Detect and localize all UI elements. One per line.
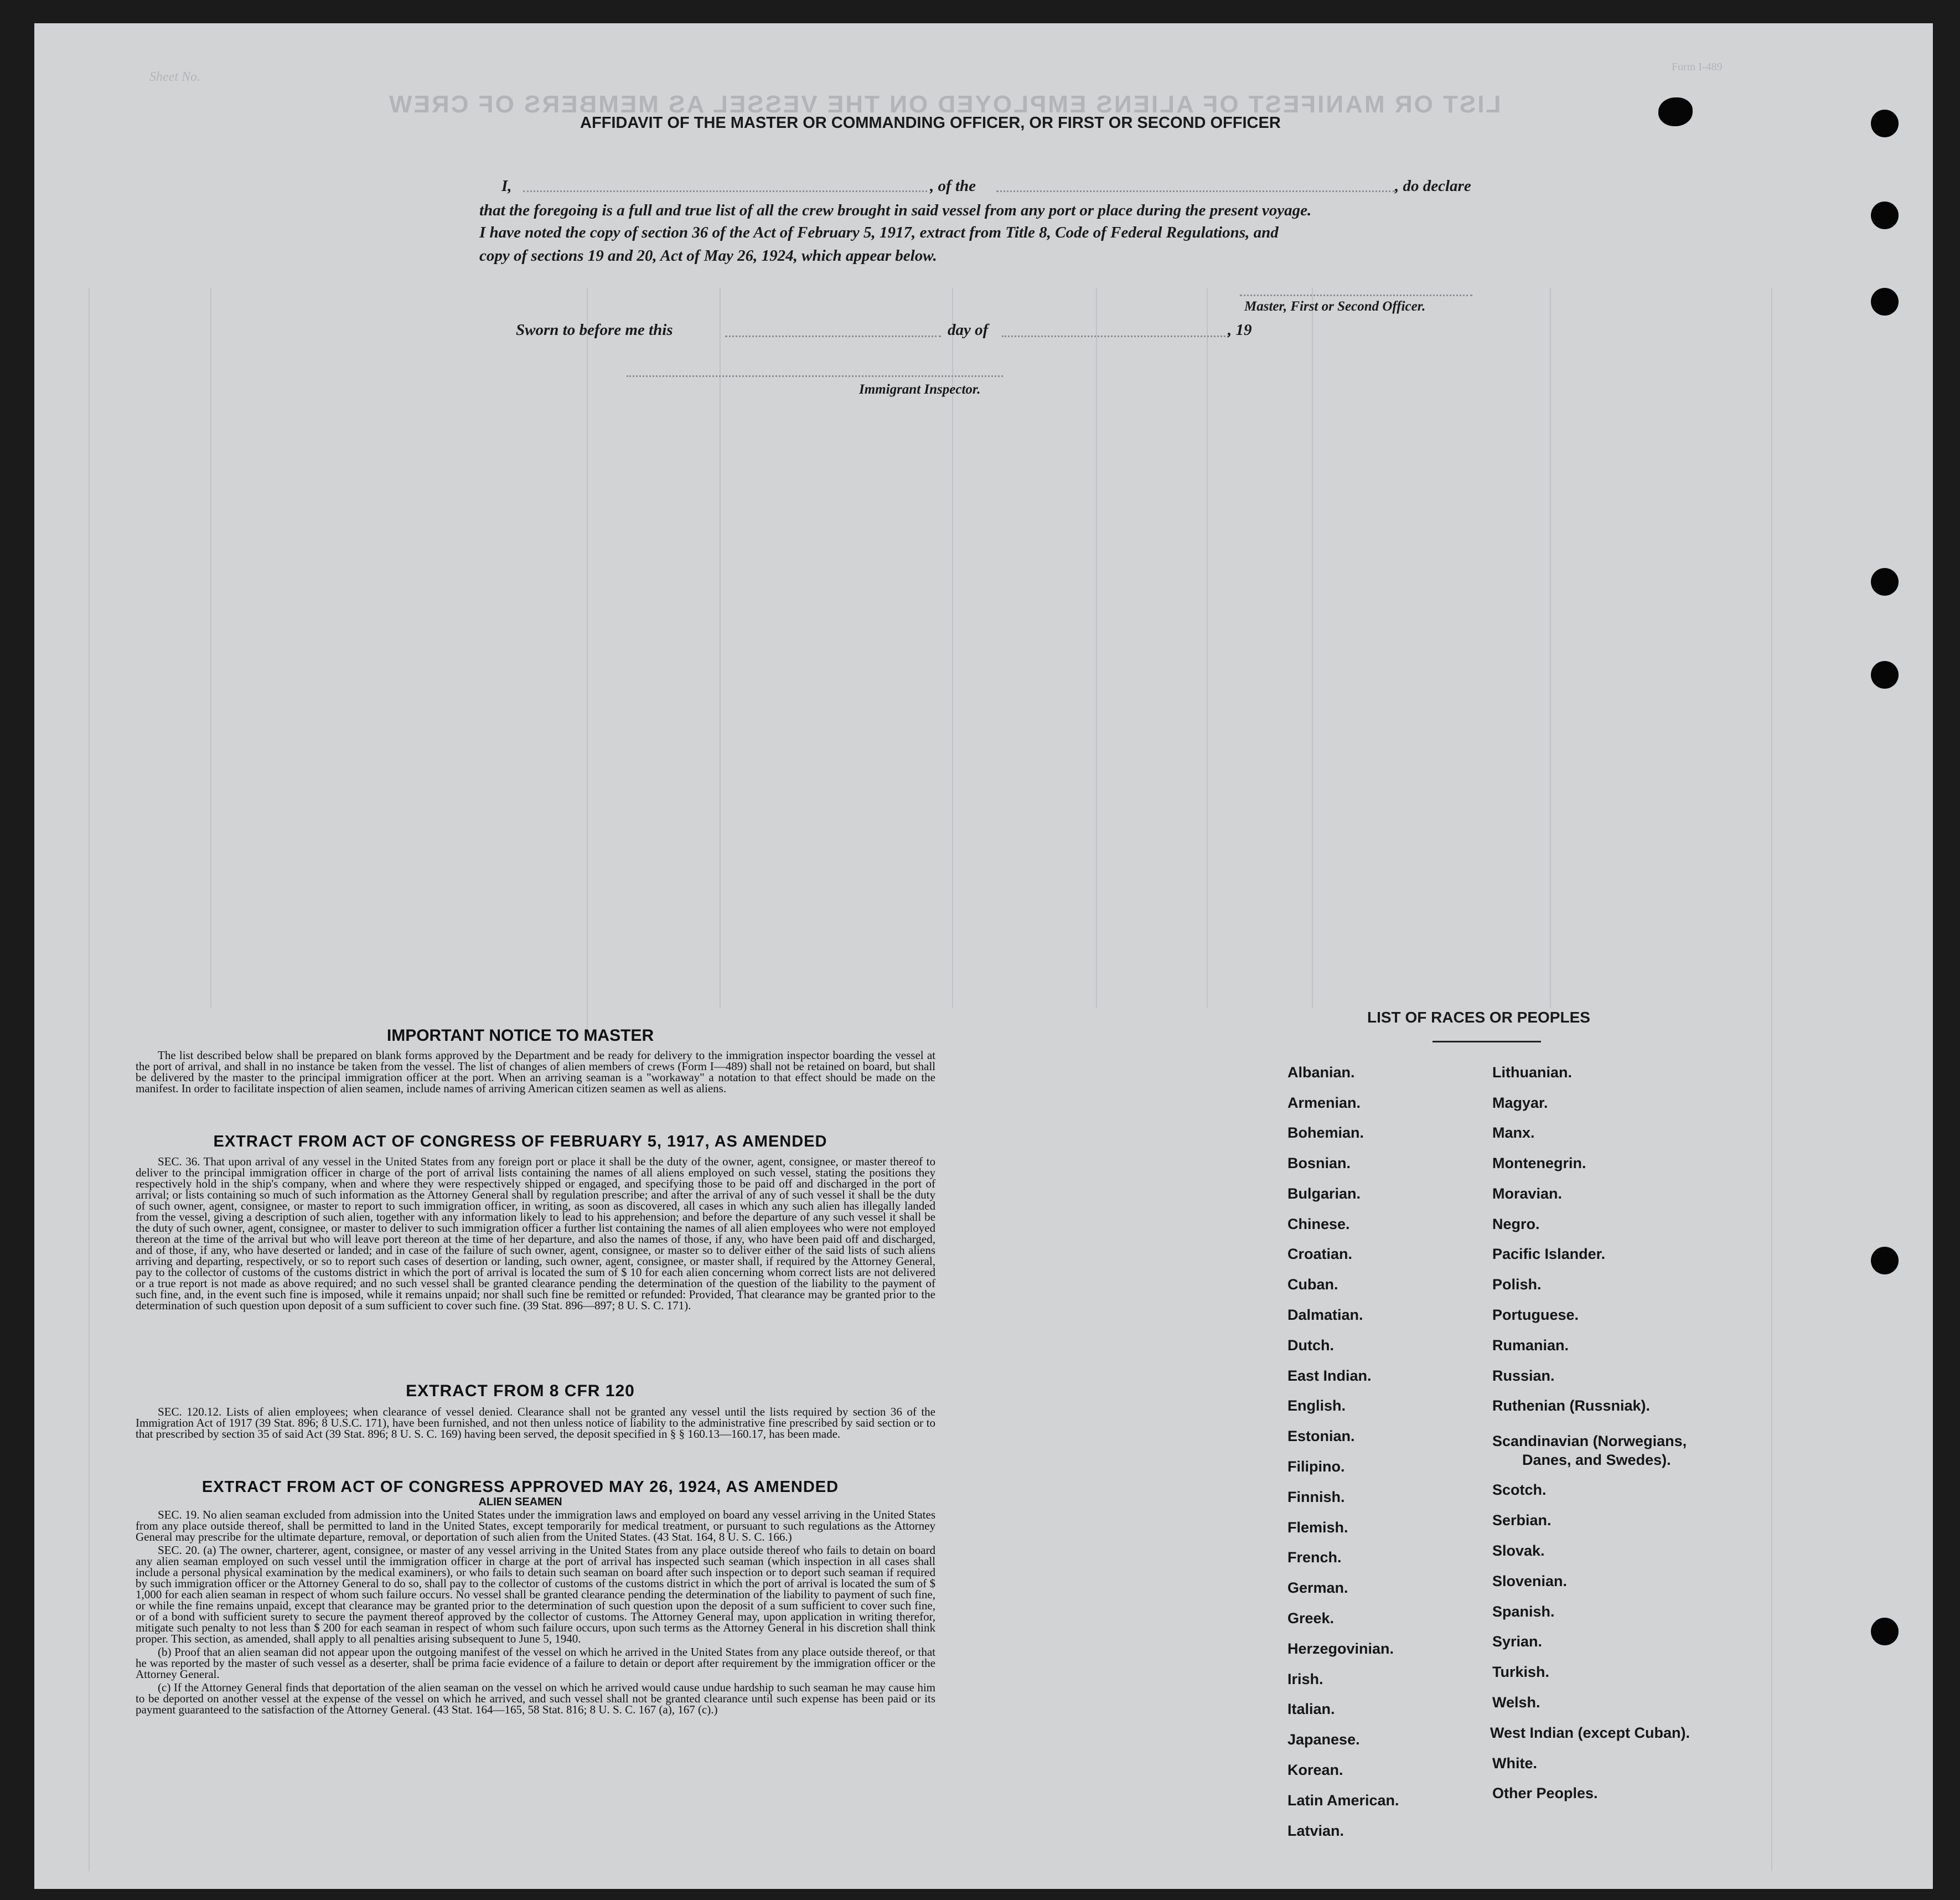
race-item: Magyar. (1492, 1094, 1548, 1111)
punch-hole (1871, 568, 1899, 596)
race-item: Danes, and Swedes). (1522, 1452, 1671, 1468)
mirrored-manifest-title: LIST OR MANIFEST OF ALIENS EMPLOYED ON THE VESSEL AS MEMBERS OF CREW (387, 91, 1501, 118)
race-item: Estonian. (1287, 1428, 1355, 1444)
race-item: Cuban. (1287, 1276, 1338, 1293)
sworn-day-blank (725, 335, 941, 337)
extract-1924-sec20b: (b) Proof that an alien seaman did not appear upon the outgoing manifest of the vessel on which he arrived in the United States from any place outside thereof, or that he was reported by the master of such vessel as a deserter, shall be prima facie evidence of a failure to detain or deport after requirement by the immigration officer or the Attorney General. (136, 1645, 935, 1681)
extract-cfr-title: EXTRACT FROM 8 CFR 120 (406, 1382, 635, 1400)
race-item: Irish. (1287, 1671, 1323, 1687)
extract-1924-title: EXTRACT FROM ACT OF CONGRESS APPROVED MAY 26, 1924, AS AMENDED (201, 1478, 839, 1496)
affidavit-line-4: copy of sections 19 and 20, Act of May 26, 1924, which appear below. (479, 247, 937, 265)
race-item: Polish. (1492, 1276, 1542, 1293)
race-item: Lithuanian. (1492, 1064, 1572, 1081)
punch-hole (1871, 1618, 1899, 1645)
race-item: Latvian. (1287, 1822, 1344, 1839)
notice-block (136, 1050, 935, 1096)
affidavit-i-label: I, (501, 177, 512, 195)
notice-body: The list described below shall be prepared on blank forms approved by the Department and be ready for delivery to the immigration inspector boarding the vessel at the port of arrival, and shall in no instance be taken from the vessel. The list of changes of alien members of crews (Form I—489) shall not be retained on board, but shall be delivered by the master to the principal immigration officer at the port. When an arriving seaman is a "workaway" a notation to that effect should be made on the manifest. In order to facilitate inspection of alien seamen, include names of arriving American citizen seamen as well as aliens. (136, 1049, 935, 1095)
affidavit-line-3: I have noted the copy of section 36 of the Act of February 5, 1917, extract from Title 8, Code of Federal Regulations, and (479, 224, 1279, 241)
manifest-column-rule (1096, 288, 1097, 1008)
race-item: Russian. (1492, 1367, 1555, 1384)
race-item: Korean. (1287, 1762, 1343, 1778)
race-item: Slovak. (1492, 1542, 1545, 1559)
sworn-month-blank (1002, 335, 1229, 337)
race-item: Manx. (1492, 1124, 1535, 1141)
race-item: Turkish. (1492, 1664, 1550, 1680)
manifest-column-rule (210, 288, 211, 1008)
manifest-column-rule (1771, 288, 1772, 1871)
race-item: Other Peoples. (1492, 1785, 1598, 1801)
race-item: Italian. (1287, 1701, 1335, 1717)
vessel-name-blank (996, 190, 1395, 192)
extract-1917-title: EXTRACT FROM ACT OF CONGRESS OF FEBRUARY 5, 1917, AS AMENDED (213, 1133, 828, 1150)
race-item: Japanese. (1287, 1731, 1360, 1748)
manifest-column-rule (1312, 288, 1313, 1008)
master-signature-caption: Master, First or Second Officer. (1244, 299, 1426, 314)
manifest-column-rule (587, 288, 588, 1030)
race-item: English. (1287, 1397, 1346, 1414)
ink-blot (1658, 97, 1693, 126)
affidavit-of-the-label: , of the (930, 177, 976, 195)
race-item: Finnish. (1287, 1489, 1345, 1505)
race-item: White. (1492, 1755, 1537, 1772)
races-title-underline (1432, 1041, 1541, 1042)
race-item: Negro. (1492, 1216, 1540, 1232)
sworn-label: Sworn to before me this (516, 321, 673, 339)
manifest-column-rule (720, 288, 721, 1008)
punch-hole (1871, 288, 1899, 316)
year-label: , 19 (1228, 321, 1252, 339)
race-item: Rumanian. (1492, 1337, 1569, 1354)
inspector-caption: Immigrant Inspector. (859, 382, 981, 397)
manifest-column-rule (89, 288, 90, 1871)
extract-1917-body: SEC. 36. That upon arrival of any vessel in the United States from any foreign port or place it shall be the duty of the owner, agent, consignee, or master thereof to deliver to the principal immigration officer in charge of the port of arrival lists containing the names of all aliens employed on such vessel, stating the positions they respectively hold in the ship's company, when and where they were respectively shipped or engaged, and specifying those to be paid off and discharged in the port of arrival; or lists containing so much of such information as the Attorney General shall by regulation prescribe; and after the arrival of any of such vessel it shall be the duty of such owner, agent, consignee, or master to report to such immigration officer, in writing, as soon as discovered, all cases in which any such alien has illegally landed from the vessel, giving a description of such alien, together with any information likely to lead to his apprehension; and before the departure of any such vessel it shall be the duty of such owner, agent, consignee, or master to deliver to such immigration officer a further list containing the names of all alien employees who were not employed thereon at the time of the arrival but who will leave port thereon at the time of her departure, and also the names of those, if any, who have been paid off and discharged, and of those, if any, who have deserted or landed; and in case of the failure of such owner, agent, consignee, or master so to deliver either of the said lists of such aliens arriving and departing, respectively, or so to report such cases of desertion or landing, such owner, agent, consignee, or master shall, if required by the Attorney General, pay to the collector of customs of the customs district in which the port of arrival is located the sum of $ 10 for each alien concerning whom correct lists are not delivered or a true report is not made as above required; and no such vessel shall be granted clearance pending the determination of the question of the liability to the payment of such fine, and, in the event such fine is imposed, while it remains unpaid; nor shall such fine be remitted or refunded: Provided, That clearance may be granted prior to the determination of such question upon deposit of a sum sufficient to cover such fine. (39 Stat. 896—897; 8 U. S. C. 171). (136, 1155, 935, 1312)
affidavit-title: AFFIDAVIT OF THE MASTER OR COMMANDING OFFICER, OR FIRST OR SECOND OFFICER (580, 114, 1281, 132)
extract-cfr-block (136, 1406, 935, 1442)
form-number-label: Form I-489 (1672, 61, 1723, 73)
inspector-signature-blank (627, 375, 1003, 377)
race-item: Albanian. (1287, 1064, 1355, 1081)
race-item: Bohemian. (1287, 1124, 1364, 1141)
punch-hole (1871, 661, 1899, 689)
race-item: Filipino. (1287, 1458, 1345, 1475)
race-item: Herzegovinian. (1287, 1640, 1394, 1657)
affidavit-line-2: that the foregoing is a full and true list of all the crew brought in said vessel from any port or place during the present voyage. (479, 202, 1312, 219)
sheet-number-label: Sheet No. (149, 70, 200, 84)
extract-1924-subtitle: ALIEN SEAMEN (478, 1496, 562, 1508)
race-item: Latin American. (1287, 1792, 1399, 1809)
punch-hole (1871, 110, 1899, 137)
race-item: Syrian. (1492, 1633, 1543, 1650)
race-item: Flemish. (1287, 1519, 1348, 1536)
race-item: Pacific Islander. (1492, 1246, 1606, 1262)
extract-1924-sec20c: (c) If the Attorney General finds that deportation of the alien seaman on the vessel on which he arrived would cause undue hardship to such seaman he may cause him to be deported on another vessel at the expense of the vessel on which he arrived, and such vessel shall not be granted clearance until such expense has been paid or its payment guaranteed to the satisfaction of the Attorney General. (43 Stat. 164—165, 58 Stat. 816; 8 U. S. C. 167 (a), 167 (c).) (136, 1681, 935, 1716)
race-item: Dalmatian. (1287, 1307, 1363, 1323)
race-item: Greek. (1287, 1610, 1335, 1627)
races-title: LIST OF RACES OR PEOPLES (1367, 1009, 1590, 1026)
extract-1924-block (136, 1509, 935, 1717)
race-item: Serbian. (1492, 1512, 1552, 1529)
manifest-column-rule (1550, 288, 1551, 1008)
manifest-column-rule (1207, 288, 1208, 1008)
race-item: Scandinavian (Norwegians, (1492, 1433, 1687, 1449)
extract-1917-block (136, 1156, 935, 1313)
master-name-blank (523, 190, 927, 192)
race-item: Portuguese. (1492, 1307, 1579, 1323)
race-item: Ruthenian (Russniak). (1492, 1397, 1651, 1414)
extract-1924-sec20a: SEC. 20. (a) The owner, charterer, agent, consignee, or master of any vessel arriving in the United States from any place outside thereof who fails to detain on board any alien seaman employed on such vessel until the immigration officer in charge at the port of arrival has inspected such seaman (which inspection in all cases shall include a personal physical examination by the medical examiners), or who fails to detain such seaman on board after such inspection or to deport such seaman if required by such immigration officer or the Attorney General to do so, shall pay to the collector of customs of the customs district in which the port of arrival is located the sum of $ 1,000 for each alien seaman in respect of whom such failure occurs. No vessel shall be granted clearance pending the determination of the liability to payment of such fine, or while the fine remains unpaid, except that clearance may be granted prior to the determination of such question upon the deposit of a sum sufficient to cover such fine, or of a bond with sufficient surety to secure the payment thereof approved by the collector of customs. The Attorney General may, upon application in writing therefor, mitigate such penalty to not less than $ 200 for each seaman in respect of whom such failure occurs, upon such terms as the Attorney General in his discretion shall think proper. This section, as amended, shall apply to all penalties arising subsequent to June 5, 1940. (136, 1543, 935, 1645)
race-item: East Indian. (1287, 1367, 1372, 1384)
punch-hole (1871, 1247, 1899, 1274)
race-item: Croatian. (1287, 1246, 1353, 1262)
race-item: Bulgarian. (1287, 1185, 1361, 1202)
notice-title: IMPORTANT NOTICE TO MASTER (386, 1026, 654, 1045)
race-item: Slovenian. (1492, 1573, 1568, 1589)
race-item: Scotch. (1492, 1481, 1547, 1498)
race-item: Armenian. (1287, 1094, 1361, 1111)
race-item: Dutch. (1287, 1337, 1334, 1354)
affidavit-declare-label: , do declare (1395, 177, 1471, 195)
race-item: Chinese. (1287, 1216, 1350, 1232)
race-item: Welsh. (1492, 1694, 1540, 1711)
day-of-label: day of (948, 321, 989, 339)
punch-hole (1871, 202, 1899, 229)
race-item: West Indian (except Cuban). (1490, 1725, 1690, 1741)
race-item: Moravian. (1492, 1185, 1563, 1202)
race-item: Spanish. (1492, 1603, 1555, 1620)
race-item: German. (1287, 1579, 1348, 1596)
extract-1924-sec19: SEC. 19. No alien seaman excluded from admission into the United States under the immigration laws and employed on board any vessel arriving in the United States from any place outside thereof, shall be permitted to land in the United States, except temporarily for medical treatment, or pursuant to such regulations as the Attorney General may prescribe for the ultimate departure, removal, or deportation of such alien from the United States. (43 Stat. 164, 8 U. S. C. 166.) (136, 1508, 935, 1543)
race-item: French. (1287, 1549, 1342, 1566)
race-item: Bosnian. (1287, 1155, 1351, 1171)
master-signature-blank (1240, 295, 1472, 296)
race-item: Montenegrin. (1492, 1155, 1586, 1171)
extract-cfr-body: SEC. 120.12. Lists of alien employees; when clearance of vessel denied. Clearance shall not be granted any vessel until the lists required by section 36 of the Immigration Act of 1917 (39 Stat. 896; 8 U.S.C. 171), have been furnished, and not then unless notice of liability to the administrative fine prescribed by said section or to that prescribed by section 35 of said Act (39 Stat. 896; 8 U. S. C. 169) having been served, the deposit specified in § § 160.13—160.17, has been made. (136, 1405, 935, 1441)
